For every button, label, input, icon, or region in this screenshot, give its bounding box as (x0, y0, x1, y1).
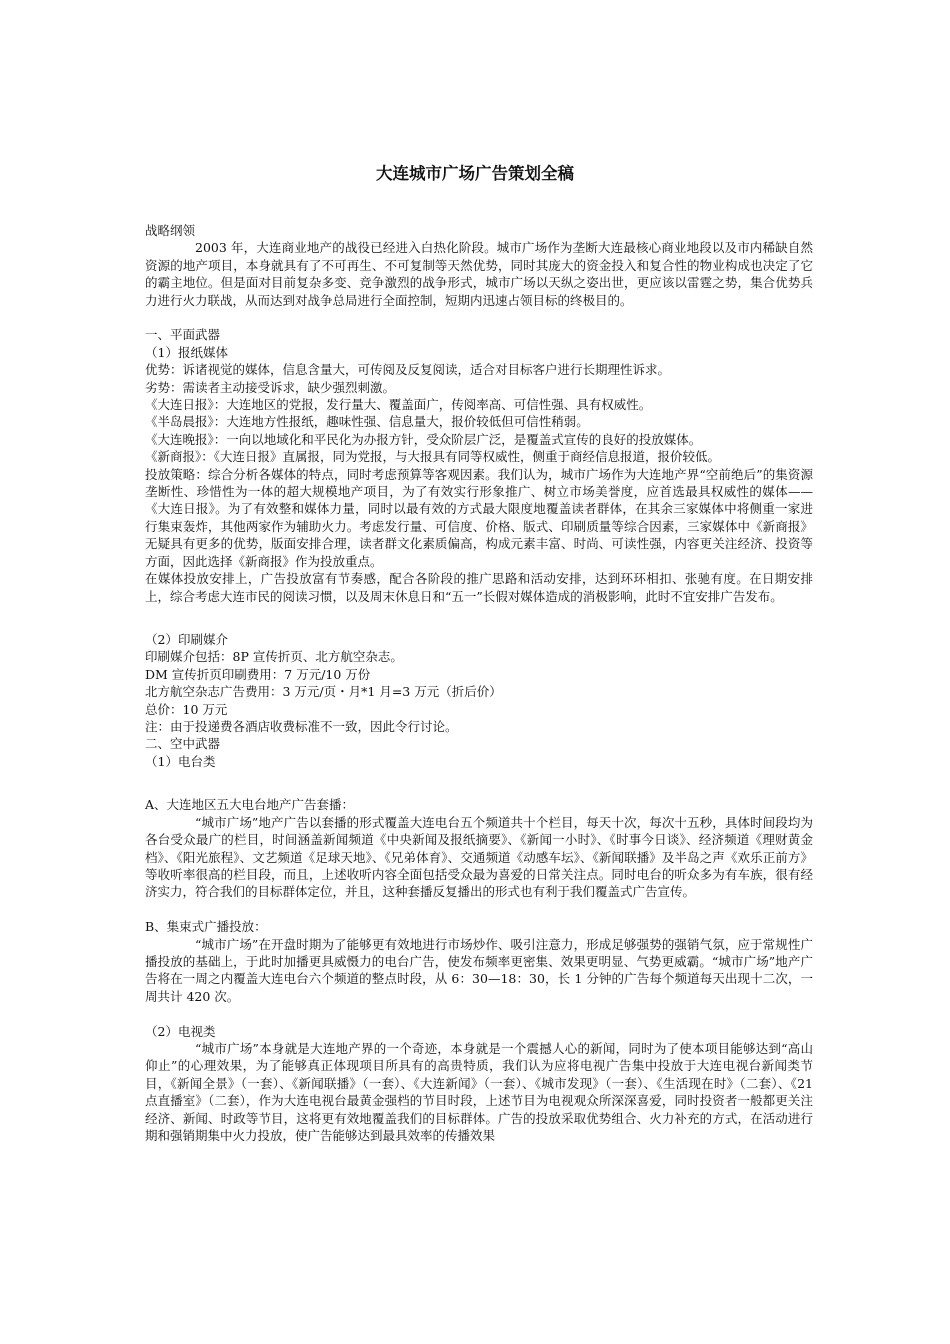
subsection-heading: A、大连地区五大电台地产广告套播： (145, 797, 355, 813)
paragraph: “城市广场”地产广告以套播的形式覆盖大连电台五个频道共十个栏目，每天十次，每次十五秒，具体时间段均为各台受众最广的栏目，时间涵盖新闻频道《中央新闻及报纸摘要》、《新闻一小时》、《时事今日谈》、经济频道《理财黄金档》、《阳光旅程》、文艺频道《足球天地》、《兄弟体育》、交通频道《动感车坛》、《新闻联播》及半岛之声《欢乐正前方》等收听率很高的栏目段，而且，上述收听内容全面包括受众最为喜爱的日常关注点。同时电台的听众多为有车族，很有经济实力，符合我们的目标群体定位，并且，这种套播反复播出的形式也有利于我们覆盖式广告宣传。 (145, 814, 813, 900)
subsection-heading: B、集束式广播投放： (145, 919, 267, 935)
paragraph: 2003 年，大连商业地产的战役已经进入白热化阶段。城市广场作为垄断大连最核心商业地段以及市内稀缺自然资源的地产项目，本身就具有了不可再生、不可复制等天然优势，同时其庞大的资金投入和复合性的物业构成也决定了它的霸主地位。但是面对目前复杂多变、竞争激烈的战争形式，城市广场以天纵之姿出世，更应该以雷霆之势，集合优势兵力进行火力联战，从而达到对战争总局进行全面控制，短期内迅速占领目标的终极目的。 (145, 240, 813, 308)
paragraph: DM 宣传折页印刷费用：7 万元/10 万份 (145, 666, 371, 682)
paragraph: 《大连日报》：大连地区的党报，发行量大、覆盖面广，传阅率高、可信性强、具有权威性。 (145, 397, 652, 413)
paragraph: 劣势：需读者主动接受诉求，缺少强烈刺激。 (145, 379, 396, 395)
paragraph: “城市广场”本身就是大连地产界的一个奇迹，本身就是一个震撼人心的新闻，同时为了使本项目能够达到“高山仰止”的心理效果，为了能够真正体现项目所具有的高贵特质，我们认为应将电视广告集中投放于大连电视台新闻类节目，《新闻全景》（一套）、《新闻联播》（一套）、《大连新闻》（一套）、《城市发现》（一套）、《生活现在时》（二套）、《21 点直播室》（二套），作为大连电视台最黄金强档的节目时段，上述节目为电视观众所深深喜爱，同时投资者一般都更关注经济、新闻、时政等节目，这将更有效地覆盖我们的目标群体。广告的投放采取优势组合、火力补充的方式，在活动进行期和强销期集中火力投放，使广告能够达到最具效率的传播效果 (145, 1040, 813, 1144)
paragraph: “城市广场”在开盘时期为了能够更有效地进行市场炒作、吸引注意力，形成足够强势的强销气氛，应于常规性广播投放的基础上，于此时加播更具威慑力的电台广告，使发布频率更密集、效果更明显、气势更威霸。“城市广场”地产广告将在一周之内覆盖大连电台六个频道的整点时段，从 6：30—18：30，长 1 分钟的广告每个频道每天出现十二次，一周共计 420 次。 (145, 936, 813, 1004)
paragraph: 《大连晚报》：一向以地域化和平民化为办报方针，受众阶层广泛，是覆盖式宣传的良好的投放媒体。 (145, 431, 702, 447)
paragraph: 优势：诉诸视觉的媒体，信息含量大，可传阅及反复阅读，适合对目标客户进行长期理性诉求。 (145, 362, 671, 378)
paragraph: 北方航空杂志广告费用：3 万元/页・月*1 月=3 万元（折后价） (145, 684, 502, 700)
paragraph: 投放策略：综合分析各媒体的特点，同时考虑预算等客观因素。我们认为，城市广场作为大连地产界“空前绝后”的集资源垄断性、珍惜性为一体的超大规模地产项目，为了有效实行形象推广、树立市场美誉度，应首选最具权威性的媒体——《大连日报》。为了有效整和媒体力量，同时以最有效的方式最大限度地覆盖读者群体，在其余三家媒体中将侧重一家进行集束轰炸，其他两家作为辅助火力。考虑发行量、可信度、价格、版式、印刷质量等综合因素，三家媒体中《新商报》无疑具有更多的优势，版面安排合理，读者群文化素质偏高，构成元素丰富、时尚、可读性强，内容更关注经济、投资等方面，因此选择《新商报》作为投放重点。 (145, 466, 813, 569)
subsection-heading: （1）电台类 (145, 753, 216, 769)
paragraph: 《新商报》：《大连日报》直属报，同为党报，与大报具有同等权威性，侧重于商经信息报道，报价较低。 (145, 449, 721, 465)
section-heading: 二、空中武器 (145, 736, 221, 752)
paragraph: 注：由于投递费各酒店收费标准不一致，因此令行讨论。 (145, 719, 458, 735)
document-title: 大连城市广场广告策划全稿 (376, 164, 574, 183)
paragraph: 在媒体投放安排上，广告投放富有节奏感，配合各阶段的推广思路和活动安排，达到环环相扣、张驰有度。在日期安排上，综合考虑大连市民的阅读习惯，以及周末休息日和“五一”长假对媒体造成的消极影响，此时不宜安排广告发布。 (145, 571, 813, 604)
document-body (145, 222, 813, 1144)
paragraph: 总价：10 万元 (145, 701, 228, 717)
subsection-heading: （2）印刷媒介 (145, 632, 228, 647)
section-heading: 战略纲领 (145, 223, 196, 238)
subsection-heading: （1）报纸媒体 (145, 344, 228, 360)
paragraph: 印刷媒介包括：8P 宣传折页、北方航空杂志。 (145, 649, 403, 665)
subsection-heading: （2）电视类 (145, 1023, 216, 1039)
section-heading: 一、平面武器 (145, 327, 221, 343)
paragraph: 《半岛晨报》：大连地方性报纸，趣味性强、信息量大，报价较低但可信性稍弱。 (145, 414, 589, 430)
